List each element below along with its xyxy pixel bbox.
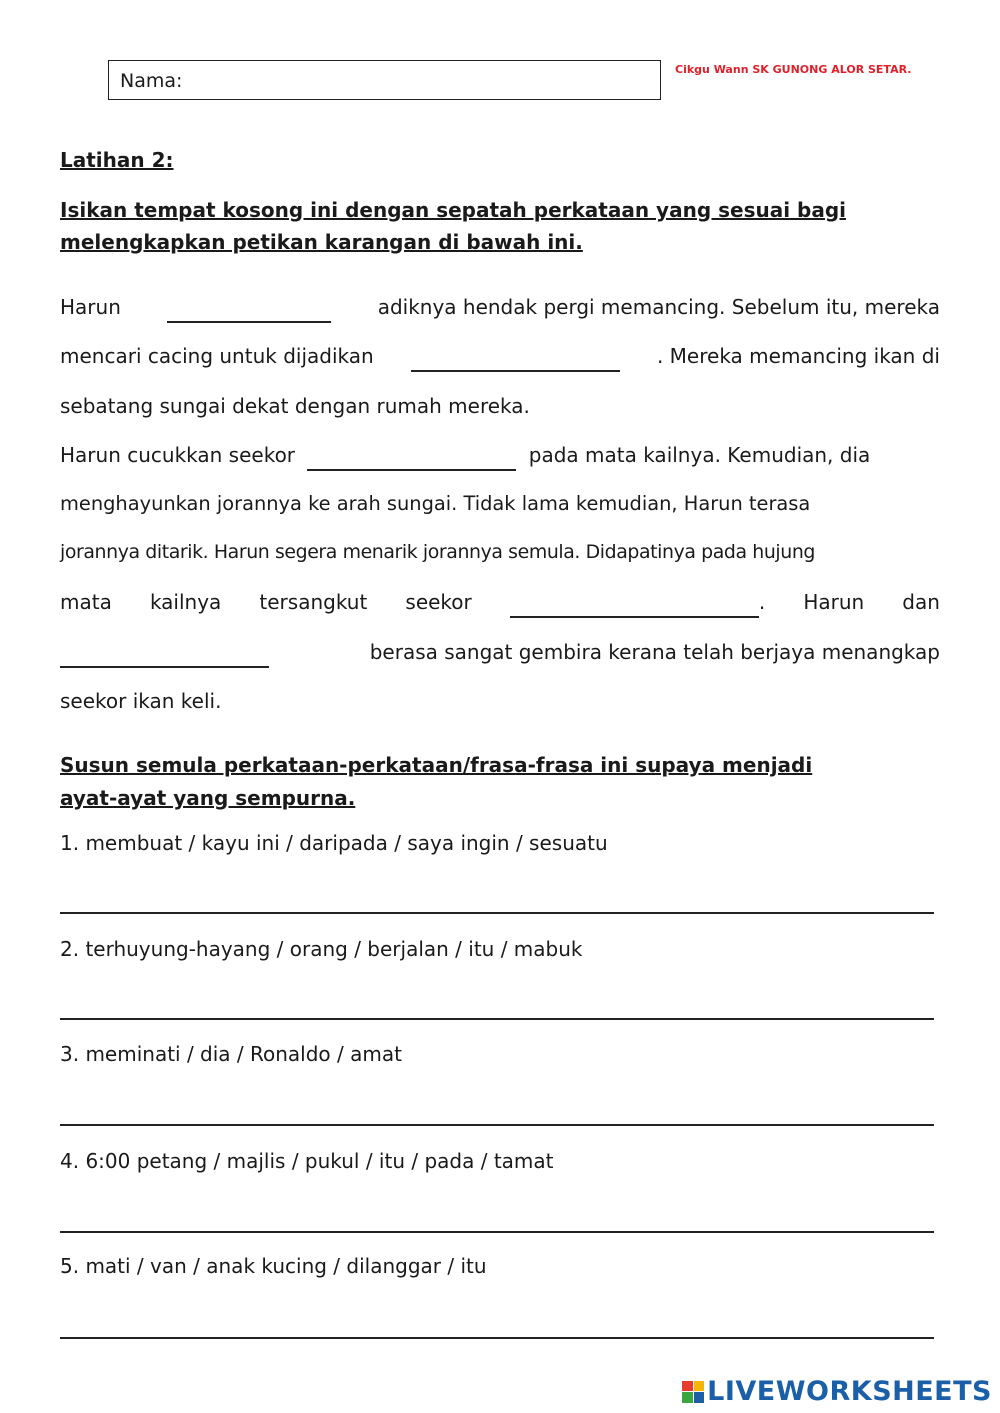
blank-3[interactable] <box>307 445 516 471</box>
section1-instruction-line1: Isikan tempat kosong ini dengan sepatah perkataan yang sesuai bagi <box>60 198 847 222</box>
passage-line-2 <box>60 344 940 372</box>
blank-4-group <box>510 590 765 618</box>
passage-line-4 <box>60 443 940 471</box>
passage-word: tersangkut <box>259 590 368 614</box>
logo-square <box>682 1392 693 1403</box>
blank-5[interactable] <box>60 642 269 668</box>
question-2: 2. terhuyung-hayang / orang / berjalan / itu / mabuk <box>60 937 583 961</box>
logo-square <box>682 1381 693 1392</box>
passage-word: kailnya <box>149 590 222 614</box>
passage-word: Harun <box>803 590 865 614</box>
blank-1[interactable] <box>167 297 331 323</box>
passage-line-1 <box>60 295 940 323</box>
logo-square <box>694 1381 705 1392</box>
passage-word: Harun <box>60 295 121 319</box>
passage-word: mata <box>60 590 112 614</box>
liveworksheets-logo-icon <box>682 1381 704 1403</box>
passage-line-7 <box>60 590 940 618</box>
logo-square <box>694 1392 705 1403</box>
section1-instruction-line2: melengkapkan petikan karangan di bawah ini. <box>60 230 583 254</box>
exercise-title: Latihan 2: <box>60 148 174 172</box>
question-5: 5. mati / van / anak kucing / dilanggar / itu <box>60 1254 487 1278</box>
passage-text: Harun cucukkan seekor <box>60 443 296 467</box>
section2-instruction-line1: Susun semula perkataan-perkataan/frasa-frasa ini supaya menjadi <box>60 753 813 777</box>
question-3: 3. meminati / dia / Ronaldo / amat <box>60 1042 402 1066</box>
passage-punctuation: . <box>758 590 766 614</box>
passage-text: pada mata kailnya. Kemudian, dia <box>528 443 871 467</box>
section2-instruction-line2: ayat-ayat yang sempurna. <box>60 786 356 810</box>
passage-word: dan <box>902 590 940 614</box>
question-1: 1. membuat / kayu ini / daripada / saya ingin / sesuatu <box>60 831 608 855</box>
passage-text: mencari cacing untuk dijadikan <box>60 344 374 368</box>
passage-text: . Mereka memancing ikan di <box>656 344 940 368</box>
liveworksheets-logo-text: LIVEWORKSHEETS <box>707 1376 992 1407</box>
name-input[interactable] <box>190 64 654 98</box>
liveworksheets-logo <box>682 1376 992 1407</box>
blank-2[interactable] <box>411 346 620 372</box>
passage-word: seekor <box>405 590 472 614</box>
passage-line-3: sebatang sungai dekat dengan rumah mereka. <box>60 394 530 418</box>
passage-text: berasa sangat gembira kerana telah berjaya menangkap <box>369 640 940 664</box>
answer-input-4[interactable] <box>60 1203 934 1233</box>
teacher-credit: Cikgu Wann SK GUNONG ALOR SETAR. <box>675 63 912 76</box>
answer-input-5[interactable] <box>60 1309 934 1339</box>
passage-line-5: menghayunkan jorannya ke arah sungai. Tidak lama kemudian, Harun terasa <box>60 492 811 515</box>
question-4: 4. 6:00 petang / majlis / pukul / itu / pada / tamat <box>60 1149 554 1173</box>
passage-text: adiknya hendak pergi memancing. Sebelum itu, mereka <box>377 295 940 319</box>
answer-input-2[interactable] <box>60 990 934 1020</box>
passage-line-8 <box>60 640 940 668</box>
answer-input-3[interactable] <box>60 1096 934 1126</box>
answer-input-1[interactable] <box>60 884 934 914</box>
passage-line-6: jorannya ditarik. Harun segera menarik jorannya semula. Didapatinya pada hujung <box>60 541 816 563</box>
passage-line-9: seekor ikan keli. <box>60 689 222 713</box>
blank-4[interactable] <box>510 592 759 618</box>
name-label: Nama: <box>120 70 183 92</box>
